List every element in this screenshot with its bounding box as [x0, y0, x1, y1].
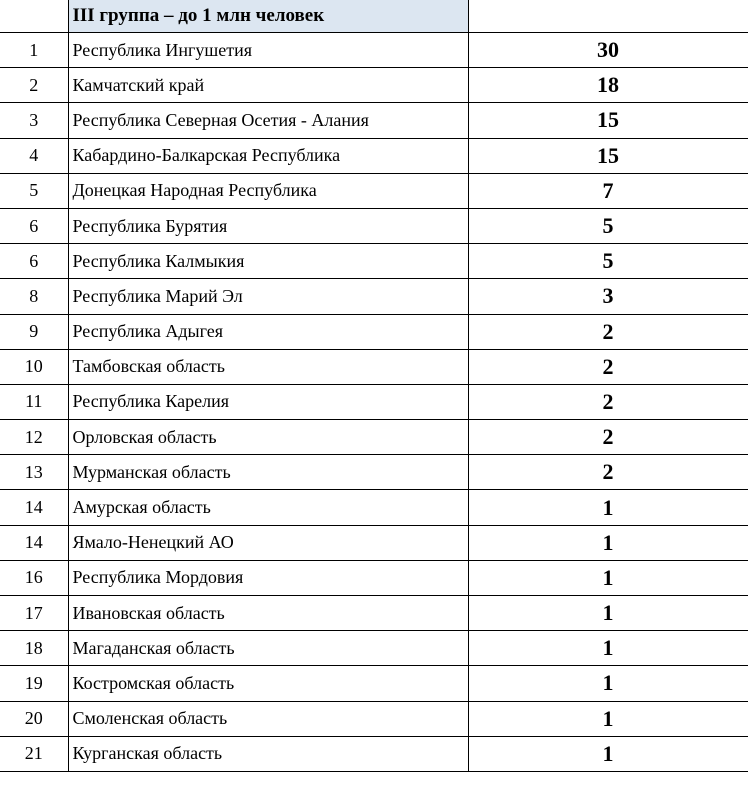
region-cell[interactable]: Ивановская область: [68, 596, 468, 631]
rank-cell[interactable]: 10: [0, 349, 68, 384]
value-cell[interactable]: 18: [468, 68, 748, 103]
table-row: [0, 736, 748, 771]
region-cell[interactable]: Донецкая Народная Республика: [68, 173, 468, 208]
rank-cell[interactable]: 20: [0, 701, 68, 736]
table-row: [0, 103, 748, 138]
table-row: [0, 560, 748, 595]
rank-cell[interactable]: 5: [0, 173, 68, 208]
value-cell[interactable]: 7: [468, 173, 748, 208]
value-cell[interactable]: 1: [468, 490, 748, 525]
region-cell[interactable]: Кабардино-Балкарская Республика: [68, 138, 468, 173]
region-cell[interactable]: Магаданская область: [68, 631, 468, 666]
value-cell[interactable]: 5: [468, 244, 748, 279]
group-title-cell[interactable]: III группа – до 1 млн человек: [68, 0, 468, 33]
rank-cell[interactable]: 9: [0, 314, 68, 349]
table-row: [0, 701, 748, 736]
rank-cell[interactable]: 6: [0, 208, 68, 243]
table-row: [0, 208, 748, 243]
table-row: [0, 490, 748, 525]
value-cell[interactable]: 5: [468, 208, 748, 243]
rank-cell[interactable]: 18: [0, 631, 68, 666]
region-cell[interactable]: Республика Марий Эл: [68, 279, 468, 314]
rank-cell[interactable]: 2: [0, 68, 68, 103]
table-row: [0, 173, 748, 208]
table-row: [0, 244, 748, 279]
rank-cell[interactable]: 12: [0, 420, 68, 455]
value-cell[interactable]: 1: [468, 525, 748, 560]
header-value-cell[interactable]: [468, 0, 748, 33]
rank-cell[interactable]: 14: [0, 525, 68, 560]
rank-cell[interactable]: 11: [0, 384, 68, 419]
region-cell[interactable]: Республика Ингушетия: [68, 33, 468, 68]
rank-cell[interactable]: 16: [0, 560, 68, 595]
rank-cell[interactable]: 13: [0, 455, 68, 490]
rank-cell[interactable]: 8: [0, 279, 68, 314]
region-cell[interactable]: Ямало-Ненецкий АО: [68, 525, 468, 560]
rank-cell[interactable]: 3: [0, 103, 68, 138]
table-row: [0, 349, 748, 384]
region-cell[interactable]: Орловская область: [68, 420, 468, 455]
value-cell[interactable]: 2: [468, 349, 748, 384]
rank-cell[interactable]: 17: [0, 596, 68, 631]
rank-cell[interactable]: 4: [0, 138, 68, 173]
region-cell[interactable]: Мурманская область: [68, 455, 468, 490]
region-cell[interactable]: Республика Карелия: [68, 384, 468, 419]
region-cell[interactable]: Республика Адыгея: [68, 314, 468, 349]
rank-cell[interactable]: 6: [0, 244, 68, 279]
value-cell[interactable]: 15: [468, 138, 748, 173]
value-cell[interactable]: 30: [468, 33, 748, 68]
region-cell[interactable]: Костромская область: [68, 666, 468, 701]
value-cell[interactable]: 1: [468, 701, 748, 736]
table-row: [0, 279, 748, 314]
rank-cell[interactable]: 21: [0, 736, 68, 771]
region-cell[interactable]: Республика Калмыкия: [68, 244, 468, 279]
table-row: [0, 420, 748, 455]
header-rank-cell[interactable]: [0, 0, 68, 33]
region-cell[interactable]: Республика Мордовия: [68, 560, 468, 595]
table-row: [0, 631, 748, 666]
table-row: [0, 314, 748, 349]
value-cell[interactable]: 1: [468, 666, 748, 701]
table-row: [0, 455, 748, 490]
value-cell[interactable]: 1: [468, 631, 748, 666]
table-row: [0, 525, 748, 560]
value-cell[interactable]: 3: [468, 279, 748, 314]
region-cell[interactable]: Курганская область: [68, 736, 468, 771]
table-row: [0, 666, 748, 701]
value-cell[interactable]: 1: [468, 560, 748, 595]
region-cell[interactable]: Республика Бурятия: [68, 208, 468, 243]
table-row: [0, 138, 748, 173]
table-row: [0, 68, 748, 103]
value-cell[interactable]: 2: [468, 314, 748, 349]
rank-cell[interactable]: 1: [0, 33, 68, 68]
table-row: [0, 33, 748, 68]
value-cell[interactable]: 15: [468, 103, 748, 138]
table-row: [0, 384, 748, 419]
value-cell[interactable]: 2: [468, 384, 748, 419]
value-cell[interactable]: 2: [468, 455, 748, 490]
region-cell[interactable]: Камчатский край: [68, 68, 468, 103]
rank-cell[interactable]: 14: [0, 490, 68, 525]
region-cell[interactable]: Смоленская область: [68, 701, 468, 736]
header-row: [0, 0, 748, 33]
region-cell[interactable]: Республика Северная Осетия - Алания: [68, 103, 468, 138]
value-cell[interactable]: 2: [468, 420, 748, 455]
value-cell[interactable]: 1: [468, 596, 748, 631]
value-cell[interactable]: 1: [468, 736, 748, 771]
region-cell[interactable]: Тамбовская область: [68, 349, 468, 384]
table-row: [0, 596, 748, 631]
region-cell[interactable]: Амурская область: [68, 490, 468, 525]
rank-cell[interactable]: 19: [0, 666, 68, 701]
